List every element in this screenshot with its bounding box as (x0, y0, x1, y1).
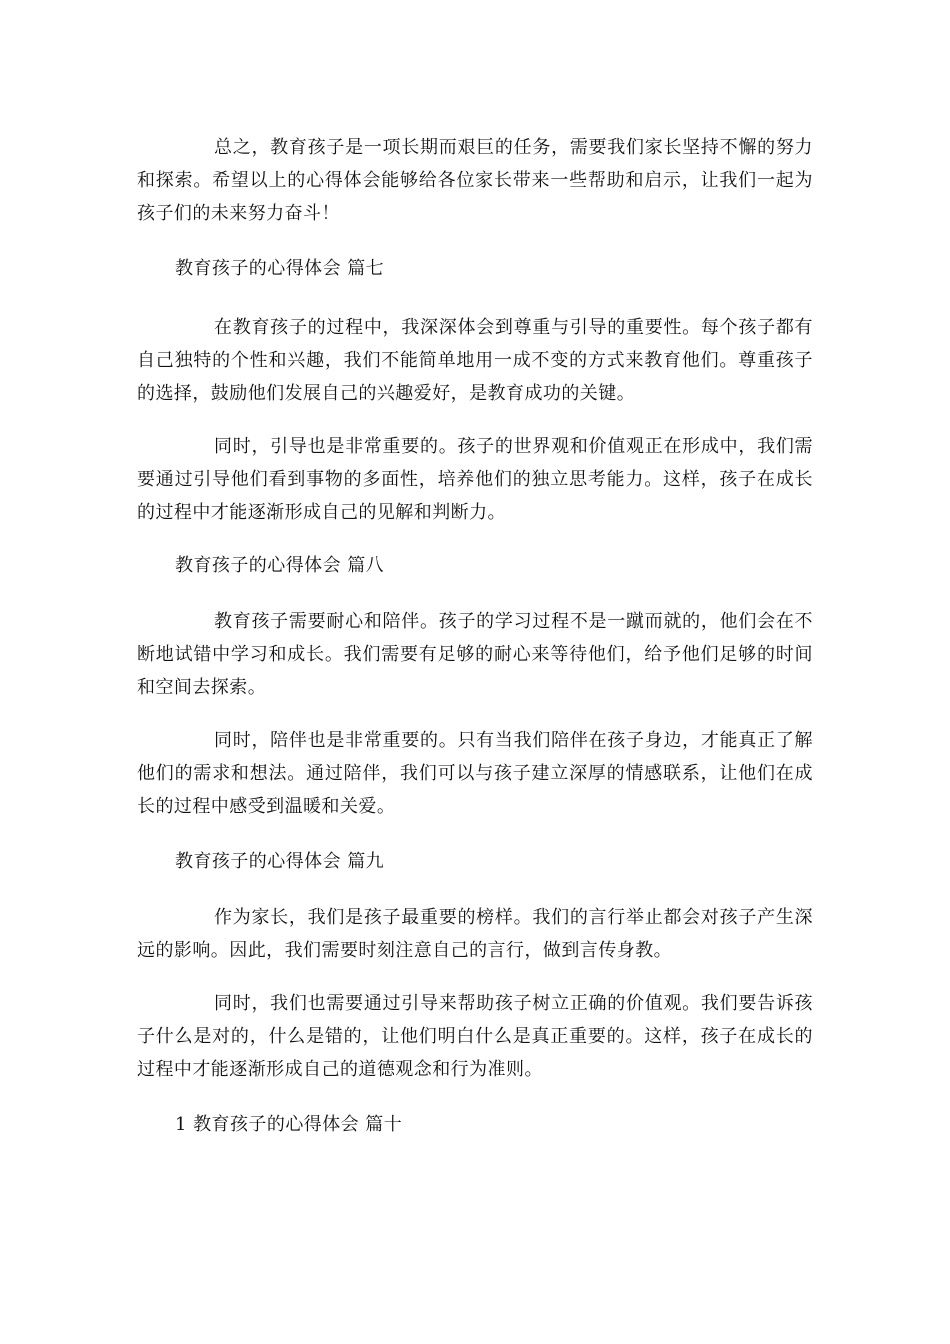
paragraph-respect-guidance: 在教育孩子的过程中，我深深体会到尊重与引导的重要性。每个孩子都有自己独特的个性和兴趣，我们不能简单地用一成不变的方式来教育他们。尊重孩子的选择，鼓励他们发展自己的兴趣爱好，是教育成功的关键。 (137, 317, 813, 404)
section-heading-8: 教育孩子的心得体会 篇八 (175, 555, 385, 576)
section-heading-9: 教育孩子的心得体会 篇九 (175, 851, 385, 872)
paragraph-guidance: 同时，引导也是非常重要的。孩子的世界观和价值观正在形成中，我们需要通过引导他们看到事物的多面性，培养他们的独立思考能力。这样，孩子在成长的过程中才能逐渐形成自己的见解和判断力。 (137, 436, 813, 523)
paragraph-role-model: 作为家长，我们是孩子最重要的榜样。我们的言行举止都会对孩子产生深远的影响。因此，我们需要时刻注意自己的言行，做到言传身教。 (137, 907, 813, 961)
paragraph-companionship: 同时，陪伴也是非常重要的。只有当我们陪伴在孩子身边，才能真正了解他们的需求和想法。通过陪伴，我们可以与孩子建立深厚的情感联系，让他们在成长的过程中感受到温暖和关爱。 (137, 730, 813, 817)
paragraph-values: 同时，我们也需要通过引导来帮助孩子树立正确的价值观。我们要告诉孩子什么是对的，什么是错的，让他们明白什么是真正重要的。这样，孩子在成长的过程中才能逐渐形成自己的道德观念和行为准则。 (137, 993, 813, 1080)
section-heading-10: 1 教育孩子的心得体会 篇十 (175, 1114, 403, 1135)
paragraph-patience: 教育孩子需要耐心和陪伴。孩子的学习过程不是一蹴而就的，他们会在不断地试错中学习和成长。我们需要有足够的耐心来等待他们，给予他们足够的时间和空间去探索。 (137, 611, 813, 698)
section-heading-7: 教育孩子的心得体会 篇七 (175, 258, 385, 279)
paragraph-conclusion: 总之，教育孩子是一项长期而艰巨的任务，需要我们家长坚持不懈的努力和探索。希望以上的心得体会能够给各位家长带来一些帮助和启示，让我们一起为孩子们的未来努力奋斗！ (137, 137, 813, 224)
